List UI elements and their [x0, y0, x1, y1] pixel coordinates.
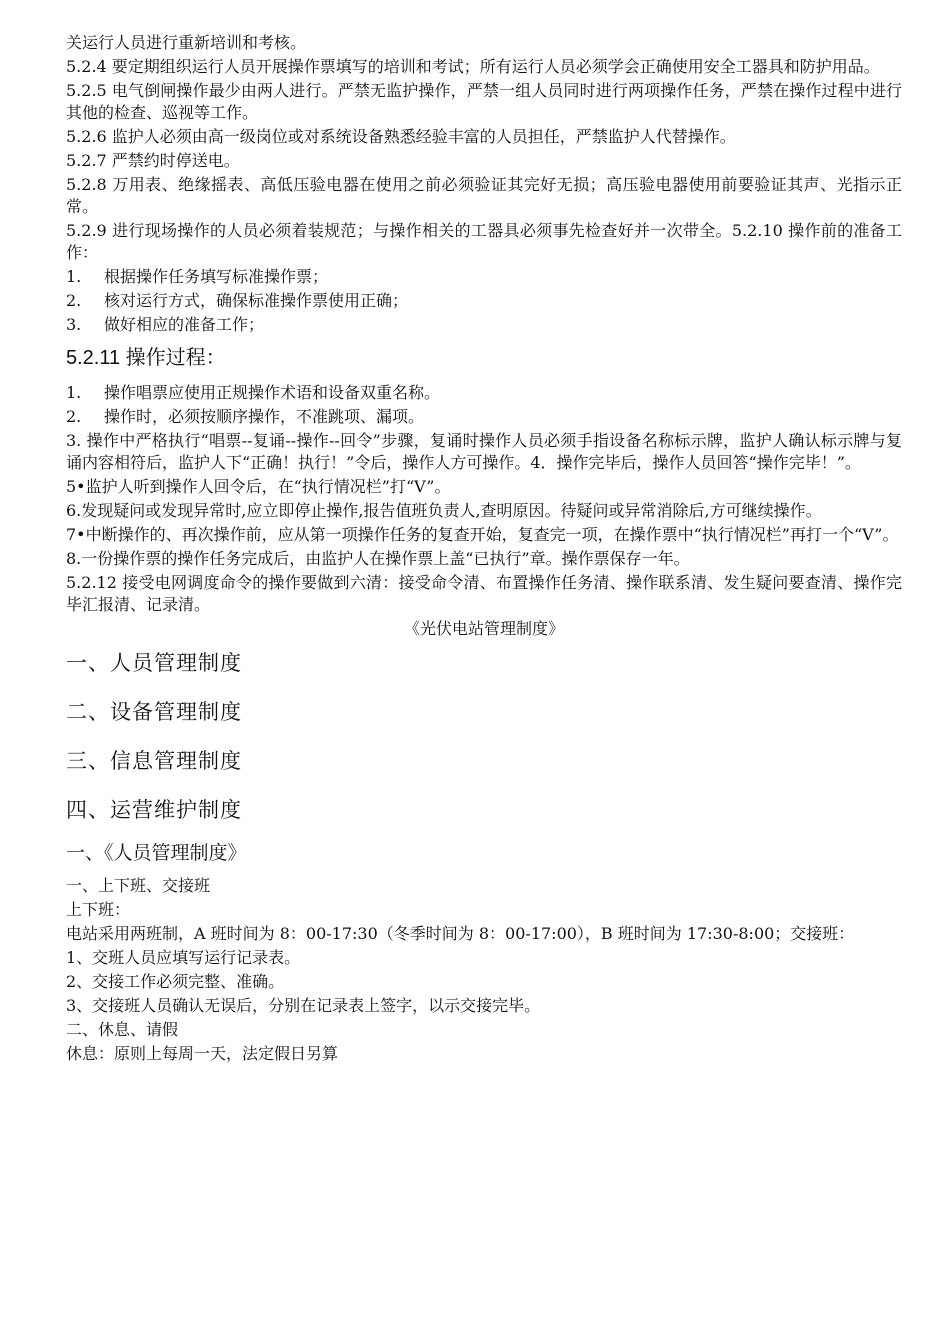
paragraph-5-2-12: 5.2.12 接受电网调度命令的操作要做到六清：接受命令清、布置操作任务清、操作联系清、发生疑问要查清、操作完毕汇报清、记录清。: [66, 573, 902, 614]
prep-item: [66, 266, 902, 288]
section-title-leave: 二、休息、请假: [66, 1020, 179, 1039]
prep-item-number: 1.: [66, 267, 82, 286]
paragraph-5-2-4: 5.2.4 要定期组织运行人员开展操作票填写的培训和考试；所有运行人员必须学会正确使用安全工器具和防护用品。: [66, 57, 880, 76]
prep-item: [66, 290, 902, 312]
toc-item-operations: 四、运营维护制度: [66, 798, 242, 822]
paragraph-5-2-6: 5.2.6 监护人必须由高一级岗位或对系统设备熟悉经验丰富的人员担任，严禁监护人代替操作。: [66, 127, 736, 146]
process-item-6: 6.发现疑问或发现异常时,应立即停止操作,报告值班负责人,查明原因。待疑问或异常消除后,方可继续操作。: [66, 501, 822, 520]
process-item: [66, 382, 902, 404]
shift-schedule: 电站采用两班制，A 班时间为 8：00-17:30（冬季时间为 8：00-17:00），B 班时间为 17:30-8:00；交接班：: [66, 924, 855, 943]
prep-item-text: 根据操作任务填写标准操作票；: [104, 267, 329, 286]
toc-item-information: 三、信息管理制度: [66, 749, 242, 773]
section-title-shift: 一、上下班、交接班: [66, 876, 211, 895]
paragraph-retrain: 关运行人员进行重新培训和考核。: [66, 33, 307, 52]
paragraph-5-2-9: 5.2.9 进行现场操作的人员必须着装规范；与操作相关的工器具必须事先检查好并一次带全。5.2.10 操作前的准备工作：: [66, 221, 902, 262]
process-item-7: 7•中断操作的、再次操作前，应从第一项操作任务的复查开始，复查完一项，在操作票中“执行情况栏”再打一个“V”。: [66, 525, 899, 544]
process-item-8: 8.一份操作票的操作任务完成后，由监护人在操作票上盖“已执行”章。操作票保存一年。: [66, 549, 690, 568]
prep-item: [66, 314, 902, 336]
process-item-5: 5•监护人听到操作人回令后，在“执行情况栏”打“V”。: [66, 477, 451, 496]
document-page: [66, 32, 902, 1067]
prep-item-number: 2.: [66, 291, 82, 310]
paragraph-5-2-8: 5.2.8 万用表、绝缘摇表、高低压验电器在使用之前必须验证其完好无损；高压验电器使用前要验证其声、光指示正常。: [66, 175, 902, 216]
subsection-label: 上下班：: [66, 900, 131, 919]
paragraph-5-2-7: 5.2.7 严禁约时停送电。: [66, 151, 240, 170]
process-item-number: 1.: [66, 383, 82, 402]
toc-item-personnel: 一、人员管理制度: [66, 651, 242, 675]
handover-item: 3、交接班人员确认无误后，分别在记录表上签字，以示交接完毕。: [66, 996, 541, 1015]
prep-item-number: 3.: [66, 315, 82, 334]
paragraph-5-2-5: 5.2.5 电气倒闸操作最少由两人进行。严禁无监护操作，严禁一组人员同时进行两项操作任务，严禁在操作过程中进行其他的检查、巡视等工作。: [66, 81, 902, 122]
process-item-text: 操作唱票应使用正规操作术语和设备双重名称。: [104, 383, 441, 402]
handover-item: 1、交班人员应填写运行记录表。: [66, 948, 301, 967]
process-item-3: 3. 操作中严格执行“唱票--复诵--操作--回令”步骤，复诵时操作人员必须手指设备名称标示牌，监护人确认标示牌与复诵内容相符后，监护人下“正确！执行！”令后，操作人方可操作。4．操作完毕后，操作人员回答“操作完毕！”。: [66, 431, 902, 472]
handover-item: 2、交接工作必须完整、准确。: [66, 972, 285, 991]
heading-5-2-11: 5.2.11 操作过程：: [66, 347, 226, 369]
process-item-text: 操作时，必须按顺序操作，不准跳项、漏项。: [104, 407, 425, 426]
rest-policy: 休息：原则上每周一天，法定假日另算: [66, 1044, 339, 1063]
prep-item-text: 核对运行方式，确保标准操作票使用正确；: [104, 291, 409, 310]
toc-item-equipment: 二、设备管理制度: [66, 700, 242, 724]
process-item: [66, 406, 902, 428]
document-title: 《光伏电站管理制度》: [403, 619, 564, 638]
process-item-number: 2.: [66, 407, 82, 426]
prep-item-text: 做好相应的准备工作；: [104, 315, 265, 334]
chapter-heading: 一、《人员管理制度》: [66, 842, 247, 864]
